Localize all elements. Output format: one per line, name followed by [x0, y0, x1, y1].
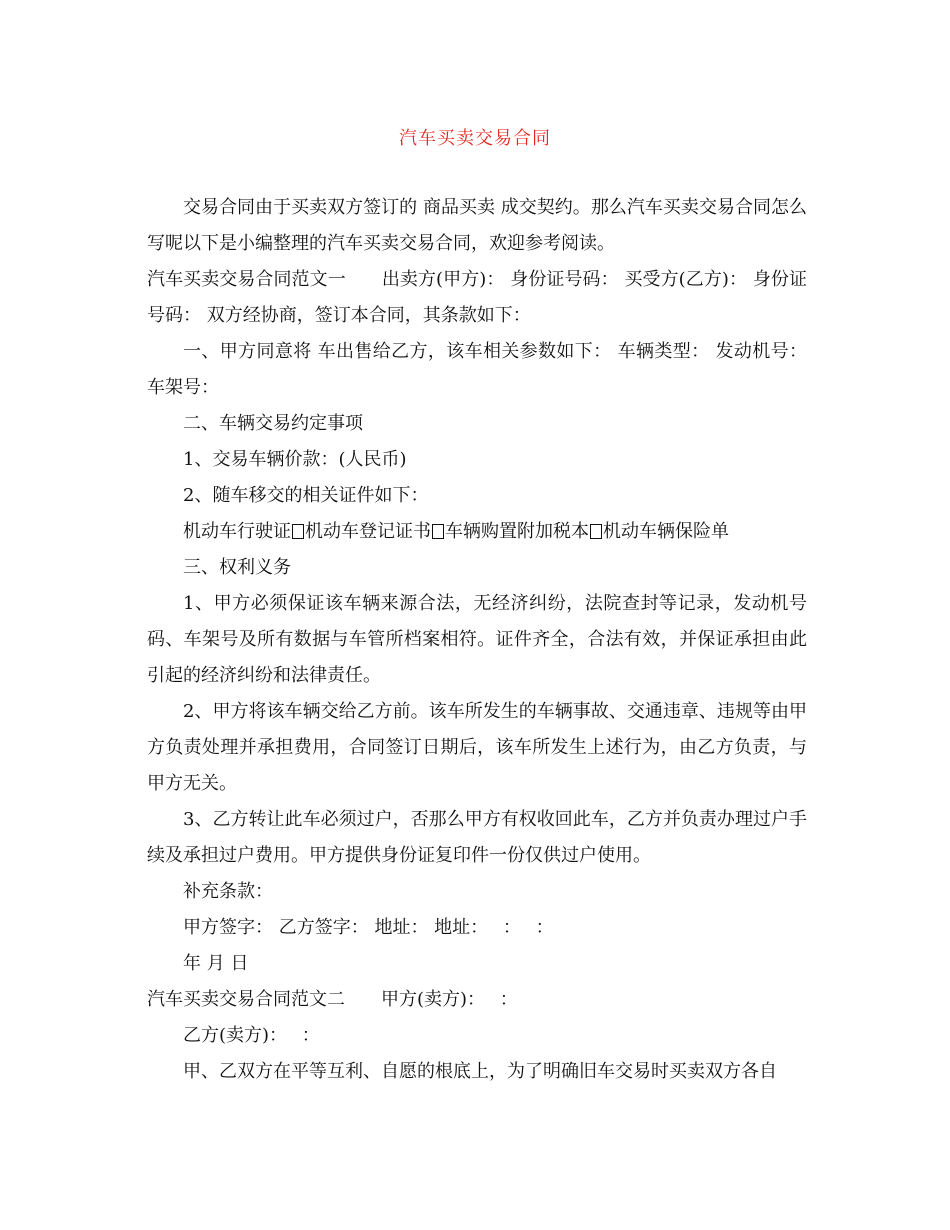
date-line: 年 月 日 — [183, 953, 249, 974]
clause-2-1: 1、交易车辆价款：(人民币) — [183, 449, 407, 470]
document-title: 汽车买卖交易合同 — [399, 128, 551, 149]
clause-2: 二、车辆交易约定事项 — [183, 413, 363, 434]
sample2-intro: 甲、乙双方在平等互利、自愿的根底上，为了明确旧车交易时买卖双方各自 — [183, 1061, 777, 1082]
document-body — [147, 190, 807, 1090]
clause-3-1: 1、甲方必须保证该车辆来源合法，无经济纠纷，法院查封等记录，发动机号码、车架号及所有数据与车管所档案相符。证件齐全，合法有效，并保证承担由此引起的经济纠纷和法律责任。 — [147, 593, 807, 686]
signatures: 甲方签字： 乙方签字： 地址： 地址： ： ： — [183, 917, 554, 938]
sample1-paragraph — [147, 262, 807, 334]
doc-item: 车辆购置附加税本 — [445, 521, 589, 542]
sample2-party-b: 乙方(卖方)： ： — [183, 1025, 320, 1046]
sample1-parties: 出卖方(甲方)： 身份证号码： 买受方(乙方)： 身份证号码： 双方经协商，签订本合同，其条款如下： — [147, 269, 807, 326]
doc-item: 机动车辆保险单 — [603, 521, 729, 542]
clause-3-3: 3、乙方转让此车必须过户，否那么甲方有权收回此车，乙方并负责办理过户手续及承担过户费用。甲方提供身份证复印件一份仅供过户使用。 — [147, 809, 807, 866]
sample2-party-a: 甲方(卖方)： ： — [381, 989, 518, 1010]
documents-list — [147, 514, 807, 550]
checkbox-icon — [590, 524, 602, 539]
intro-paragraph: 交易合同由于买卖双方签订的 商品买卖 成交契约。那么汽车买卖交易合同怎么写呢以下是小编整理的汽车买卖交易合同，欢迎参考阅读。 — [147, 197, 807, 254]
sample1-heading: 汽车买卖交易合同范文一 — [147, 269, 346, 290]
clause-3: 三、权利义务 — [183, 557, 291, 578]
checkbox-icon — [292, 524, 304, 539]
clause-3-2: 2、甲方将该车辆交给乙方前。该车所发生的车辆事故、交通违章、违规等由甲方负责处理并承担费用，合同签订日期后，该车所发生上述行为，由乙方负责，与甲方无关。 — [147, 701, 807, 794]
supplement: 补充条款： — [183, 881, 273, 902]
doc-item: 机动车行驶证 — [183, 521, 291, 542]
clause-1: 一、甲方同意将 车出售给乙方，该车相关参数如下： 车辆类型： 发动机号： 车架号： — [147, 341, 807, 398]
checkbox-icon — [432, 524, 444, 539]
sample2-paragraph — [147, 982, 807, 1018]
doc-item: 机动车登记证书 — [305, 521, 431, 542]
clause-2-2: 2、随车移交的相关证件如下： — [183, 485, 429, 506]
sample2-heading: 汽车买卖交易合同范文二 — [147, 989, 345, 1010]
